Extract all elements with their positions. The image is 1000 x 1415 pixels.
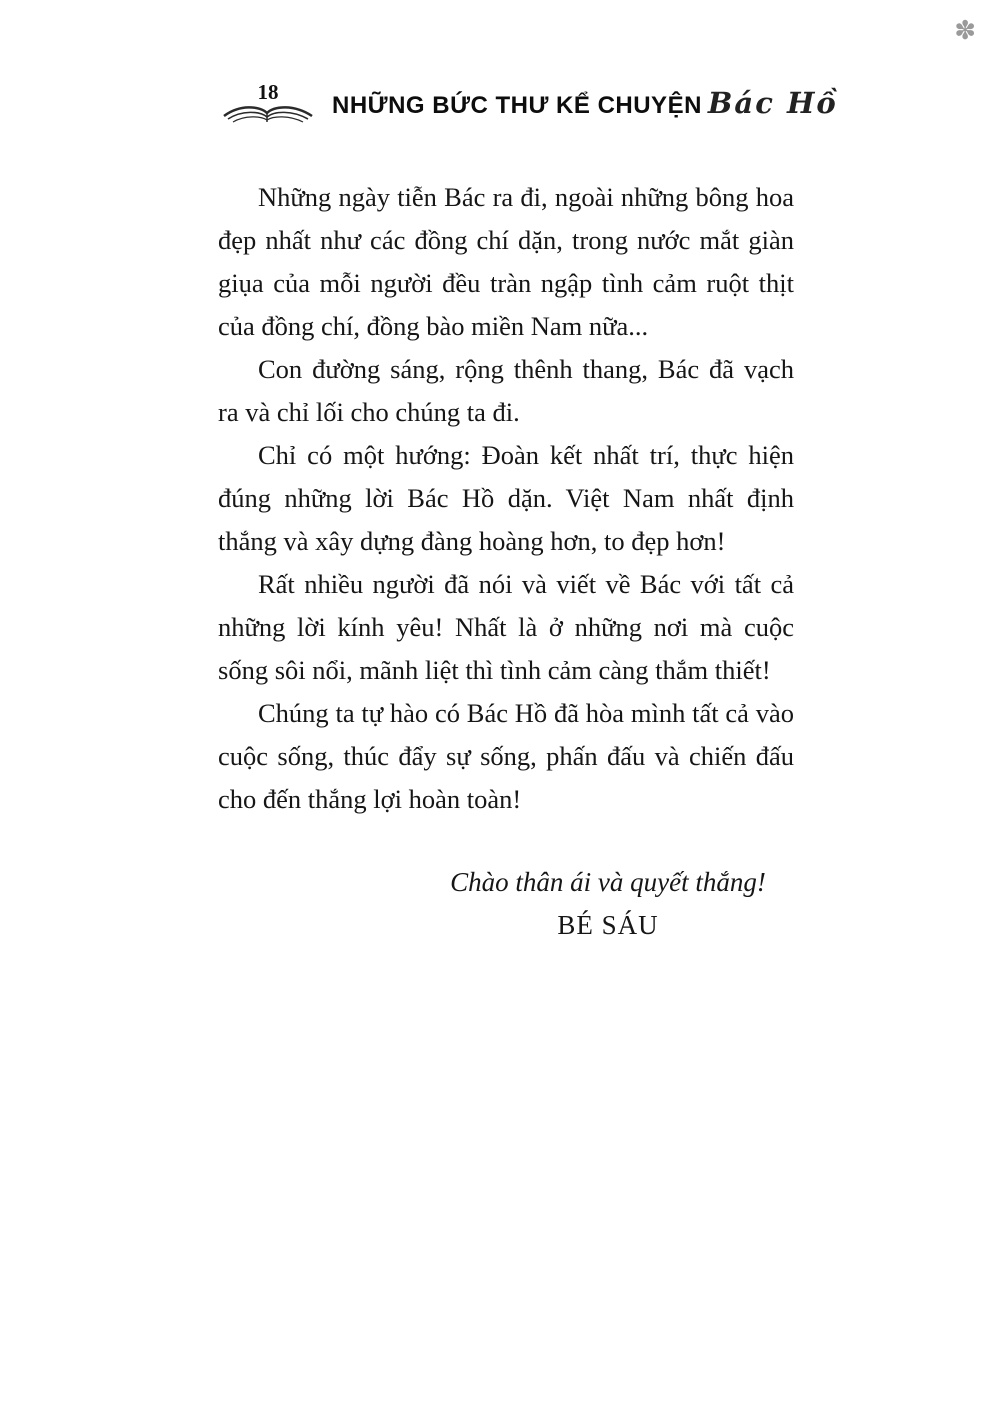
body-text: [218, 176, 794, 947]
paragraph: Con đường sáng, rộng thênh thang, Bác đã vạch ra và chỉ lối cho chúng ta đi.: [218, 354, 794, 427]
signoff-block: [398, 861, 818, 947]
signature-name: BÉ SÁU: [557, 910, 659, 940]
header-title-group: [332, 86, 838, 120]
book-title-script: Bác Hồ: [707, 86, 838, 120]
book-title: NHỮNG BỨC THƯ KỂ CHUYỆN: [332, 92, 702, 119]
flower-ornament-icon: ✽: [954, 16, 976, 46]
paragraph: Chúng ta tự hào có Bác Hồ đã hòa mình tất cả vào cuộc sống, thúc đẩy sự sống, phấn đấu và chiến đấu cho đến thắng lợi hoàn toàn!: [218, 698, 794, 814]
signoff-line: Chào thân ái và quyết thắng!: [450, 867, 766, 897]
paragraph: Chỉ có một hướng: Đoàn kết nhất trí, thực hiện đúng những lời Bác Hồ dặn. Việt Nam nhất định thắng và xây dựng đàng hoàng hơn, to đẹp hơn!: [218, 440, 794, 556]
page-number: 18: [257, 80, 279, 104]
paragraph: Rất nhiều người đã nói và viết về Bác với tất cả những lời kính yêu! Nhất là ở những nơi mà cuộc sống sôi nổi, mãnh liệt thì tình cảm càng thắm thiết!: [218, 569, 794, 685]
page-header: [220, 80, 838, 126]
open-book-icon: [220, 80, 316, 126]
paragraph: Những ngày tiễn Bác ra đi, ngoài những bông hoa đẹp nhất như các đồng chí dặn, trong nước mắt giàn giụa của mỗi người đều tràn ngập tình cảm ruột thịt của đồng chí, đồng bào miền Nam nữa...: [218, 182, 794, 341]
